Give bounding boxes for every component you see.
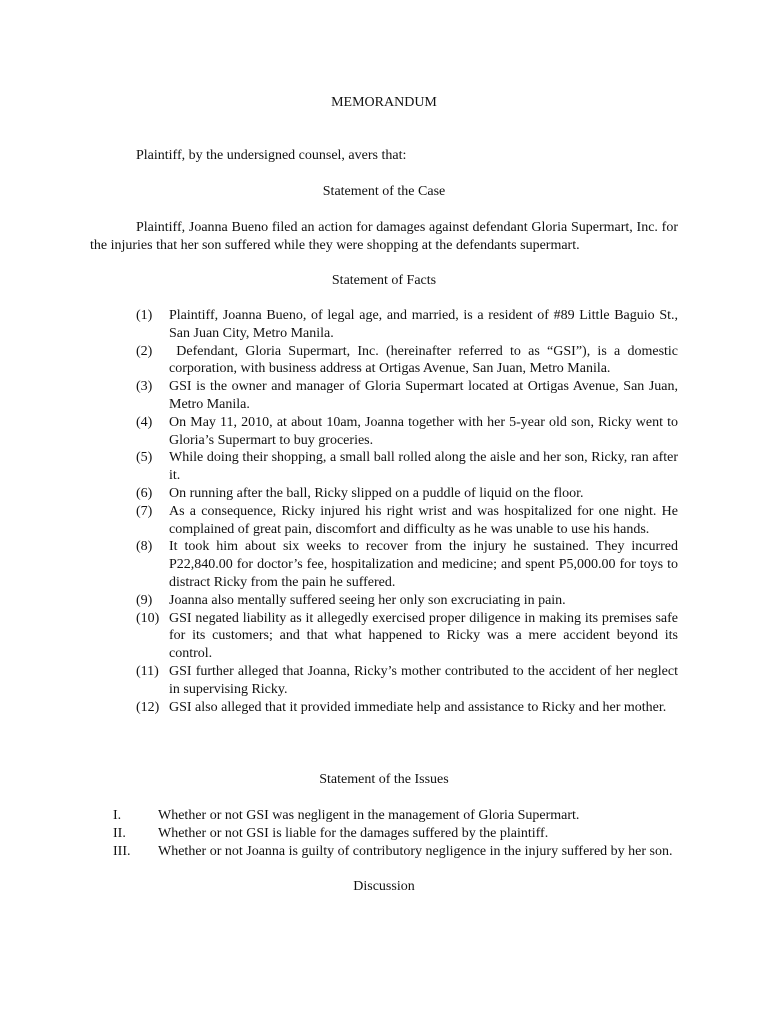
fact-number: (6) xyxy=(136,485,153,501)
issue-text: Whether or not GSI was negligent in the management of Gloria Supermart. xyxy=(158,808,580,823)
issue-text: Whether or not GSI is liable for the damages suffered by the plaintiff. xyxy=(158,825,549,841)
fact-item xyxy=(0,378,678,414)
fact-text: On May 11, 2010, at about 10am, Joanna together with her 5-year old son, Ricky went to Gloria’s Supermart to buy groceries. xyxy=(169,414,678,448)
fact-text: GSI is the owner and manager of Gloria Supermart located at Ortigas Avenue, San Juan, Metro Manila. xyxy=(169,379,678,412)
fact-number: (8) xyxy=(136,539,153,555)
fact-item xyxy=(0,485,678,503)
fact-text: Joanna also mentally suffered seeing her only son excruciating in pain. xyxy=(169,592,566,608)
fact-text: Plaintiff, Joanna Bueno, of legal age, and married, is a resident of #89 Little Baguio St., San Juan City, Metro Manila. xyxy=(169,308,678,341)
fact-number: (10) xyxy=(136,610,160,626)
fact-item xyxy=(0,503,678,539)
discussion-heading: Discussion xyxy=(353,879,415,894)
issue-item xyxy=(0,843,678,861)
fact-number: (4) xyxy=(136,414,153,430)
fact-text: As a consequence, Ricky injured his right wrist and was hospitalized for one night. He complained of great pain, discomfort and difficulty as he was unable to use his hands. xyxy=(169,503,678,537)
fact-number: (11) xyxy=(136,663,159,679)
facts-list xyxy=(0,307,682,716)
fact-item xyxy=(0,343,682,379)
fact-item xyxy=(0,449,678,485)
fact-item xyxy=(0,592,678,610)
fact-number: (5) xyxy=(136,450,153,466)
fact-number: (3) xyxy=(136,379,153,395)
fact-number: (9) xyxy=(136,592,153,608)
fact-item xyxy=(0,699,678,717)
statement-of-issues-heading: Statement of the Issues xyxy=(319,772,449,787)
fact-text: While doing their shopping, a small ball rolled along the aisle and her son, Ricky, ran after it. xyxy=(169,450,678,484)
issues-list xyxy=(0,807,678,860)
fact-item xyxy=(0,538,678,591)
statement-of-case-text: Plaintiff, Joanna Bueno filed an action for damages against defendant Gloria Supermart, Inc. for the injuries that her son suffered while they were shopping at the defendants supermart. xyxy=(90,220,678,253)
document-title: MEMORANDUM xyxy=(331,95,437,110)
fact-text: GSI negated liability as it allegedly exercised proper diligence in making its premises safe for its customers; and that what happened to Ricky was a mere accident beyond its control. xyxy=(169,610,678,662)
fact-text: On running after the ball, Ricky slipped on a puddle of liquid on the floor. xyxy=(169,485,584,501)
fact-item xyxy=(0,610,678,663)
issue-number: I. xyxy=(113,808,122,823)
intro-paragraph: Plaintiff, by the undersigned counsel, avers that: xyxy=(136,148,407,163)
issue-number: II. xyxy=(113,825,126,841)
fact-text: GSI further alleged that Joanna, Ricky’s mother contributed to the accident of her neglect in supervising Ricky. xyxy=(169,663,678,697)
issue-text: Whether or not Joanna is guilty of contributory negligence in the injury suffered by her son. xyxy=(158,843,673,859)
statement-of-facts-heading: Statement of Facts xyxy=(331,273,437,288)
statement-of-case-heading: Statement of the Case xyxy=(322,184,446,199)
fact-item xyxy=(0,307,678,343)
fact-item xyxy=(0,663,678,699)
fact-text: It took him about six weeks to recover from the injury he sustained. They incurred P22,840.00 for doctor’s fee, hospitalization and medicine; and spent P5,000.00 for toys to distract Ricky from the pain he suffered. xyxy=(169,539,678,590)
issue-item xyxy=(0,825,678,843)
issue-number: III. xyxy=(113,843,131,859)
fact-number: (2) xyxy=(136,343,153,359)
fact-item xyxy=(0,414,678,450)
fact-number: (12) xyxy=(136,699,160,715)
fact-number: (1) xyxy=(136,308,153,323)
fact-text: Defendant, Gloria Supermart, Inc. (hereinafter referred to as “GSI”), is a domestic corporation, with business address at Ortigas Avenue, San Juan, Metro Manila. xyxy=(169,343,682,377)
issue-item xyxy=(0,807,678,825)
fact-number: (7) xyxy=(136,503,153,519)
fact-text: GSI also alleged that it provided immediate help and assistance to Ricky and her mother. xyxy=(169,699,667,715)
